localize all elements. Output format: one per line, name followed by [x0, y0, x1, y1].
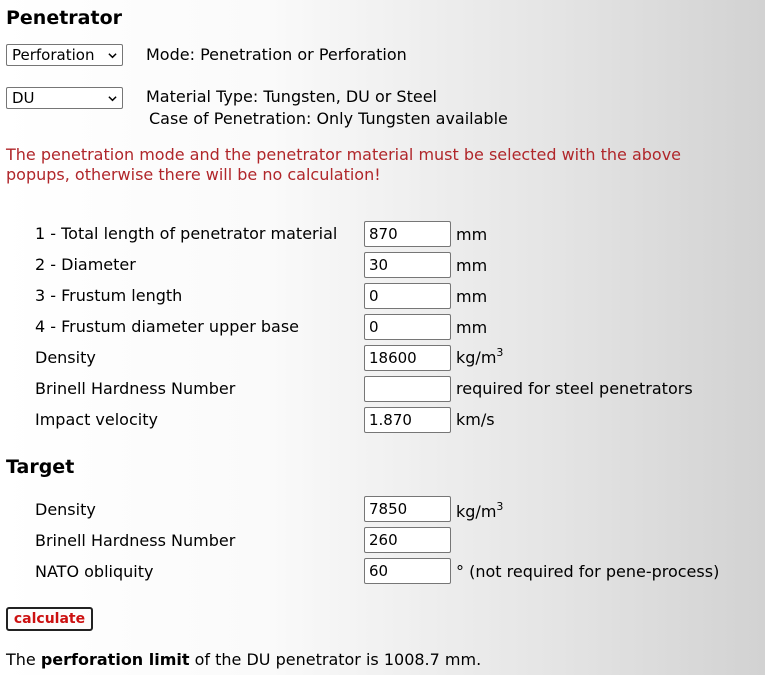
unit-exponent: 3 — [496, 500, 504, 513]
field-unit: mm — [456, 256, 488, 275]
selection-warning: The penetration mode and the penetrator material must be selected with the above popups, otherwise there will be no calculation! — [6, 145, 682, 184]
penetrator-heading: Penetrator — [6, 7, 123, 29]
field-unit: required for steel penetrators — [456, 379, 693, 398]
penetrator-density-input[interactable] — [364, 345, 451, 371]
unit-base: kg/m — [456, 348, 497, 367]
mode-label: Mode: Penetration or Perforation — [146, 45, 407, 64]
field-unit — [456, 348, 503, 368]
result-prefix: The — [6, 650, 41, 669]
frustum-length-input[interactable] — [364, 283, 451, 309]
field-label: Density — [35, 348, 96, 367]
result-text — [6, 650, 481, 670]
frustum-diameter-input[interactable] — [364, 314, 451, 340]
field-unit: mm — [456, 225, 488, 244]
calculate-button[interactable]: calculate — [6, 607, 93, 631]
field-label: 1 - Total length of penetrator material — [35, 224, 338, 243]
field-unit: mm — [456, 318, 488, 337]
field-unit: ° (not required for pene-process) — [456, 562, 720, 581]
chevron-down-icon — [108, 51, 117, 60]
diameter-input[interactable] — [364, 252, 451, 278]
field-unit: km/s — [456, 410, 495, 429]
mode-select[interactable] — [6, 44, 123, 66]
target-density-input[interactable] — [364, 496, 451, 522]
target-heading: Target — [6, 456, 75, 478]
obliquity-input[interactable] — [364, 558, 451, 584]
mode-select-value: Perforation — [12, 46, 95, 64]
target-hardness-input[interactable] — [364, 527, 451, 553]
field-unit — [456, 502, 503, 522]
result-emphasis: perforation limit — [40, 650, 190, 669]
penetrator-hardness-input[interactable] — [364, 376, 451, 402]
field-label: Brinell Hardness Number — [35, 379, 236, 398]
field-label: Brinell Hardness Number — [35, 531, 236, 550]
field-label: Density — [35, 500, 96, 519]
material-select[interactable] — [6, 87, 123, 109]
field-label: NATO obliquity — [35, 562, 154, 581]
field-label: 4 - Frustum diameter upper base — [35, 317, 300, 336]
field-label: Impact velocity — [35, 410, 158, 429]
material-note: Case of Penetration: Only Tungsten available — [149, 109, 508, 128]
result-suffix: of the DU penetrator is 1008.7 mm. — [189, 650, 482, 669]
unit-exponent: 3 — [496, 346, 504, 359]
field-unit: mm — [456, 287, 488, 306]
material-label: Material Type: Tungsten, DU or Steel — [146, 87, 437, 106]
field-label: 2 - Diameter — [35, 255, 136, 274]
chevron-down-icon — [108, 94, 117, 103]
total-length-input[interactable] — [364, 221, 451, 247]
field-label: 3 - Frustum length — [35, 286, 183, 305]
impact-velocity-input[interactable] — [364, 407, 451, 433]
material-select-value: DU — [12, 89, 35, 107]
unit-base: kg/m — [456, 502, 497, 521]
